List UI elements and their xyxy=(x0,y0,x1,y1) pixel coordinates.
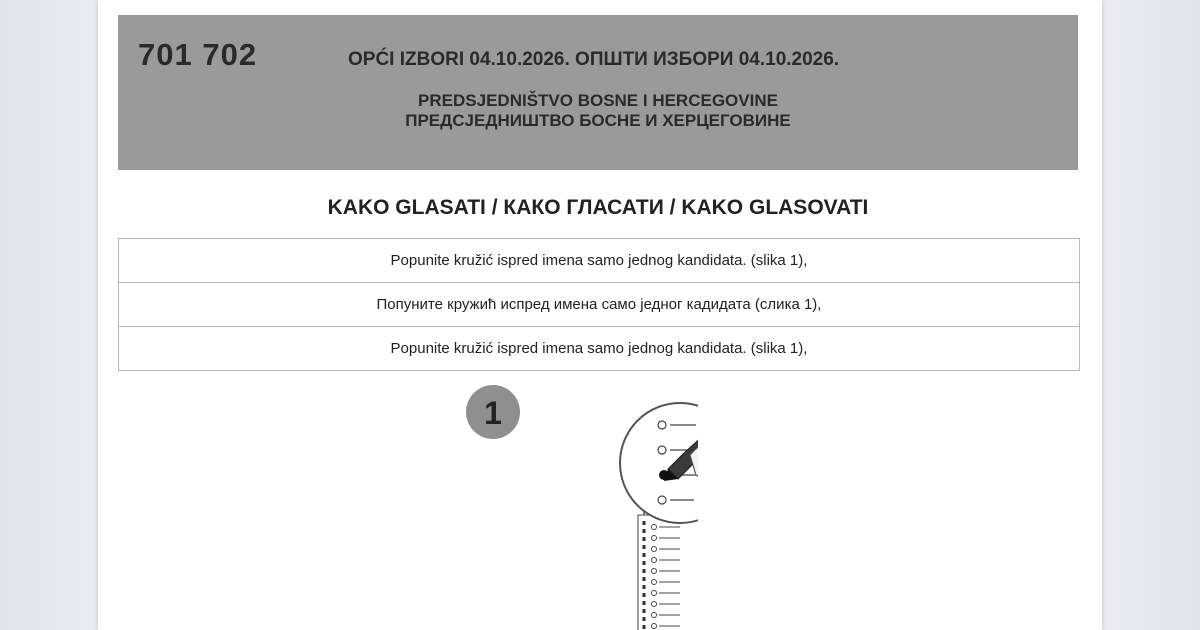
ballot-paper xyxy=(98,0,1102,630)
ballot-marking-illustration-icon xyxy=(458,385,698,630)
instruction-row: Popunite kružić ispred imena samo jednog kandidata. (slika 1), xyxy=(390,252,808,269)
body-title-cyrillic: ПРЕДСЈЕДНИШТВО БОСНЕ И ХЕРЦЕГОВИНЕ xyxy=(405,111,791,130)
instructions-table xyxy=(118,238,1080,371)
body-title-latin: PREDSJEDNIŠTVO BOSNE I HERCEGOVINE xyxy=(418,91,778,110)
ballot-header xyxy=(118,15,1078,170)
instruction-row: Попуните кружић испред имена само једног кадидата (слика 1), xyxy=(119,282,1079,326)
election-title: OPĆI IZBORI 04.10.2026. ОПШТИ ИЗБОРИ 04.10.2026. xyxy=(348,49,840,70)
step-number: 1 xyxy=(484,395,502,431)
instruction-row: Popunite kružić ispred imena samo jednog kandidata. (slika 1), xyxy=(119,326,1079,370)
ballot-number: 701 702 xyxy=(138,37,258,72)
magnifier-icon xyxy=(620,403,698,523)
how-to-vote-title: KAKO GLASATI / КАКО ГЛАСАТИ / KAKO GLASOVATI xyxy=(327,196,869,219)
